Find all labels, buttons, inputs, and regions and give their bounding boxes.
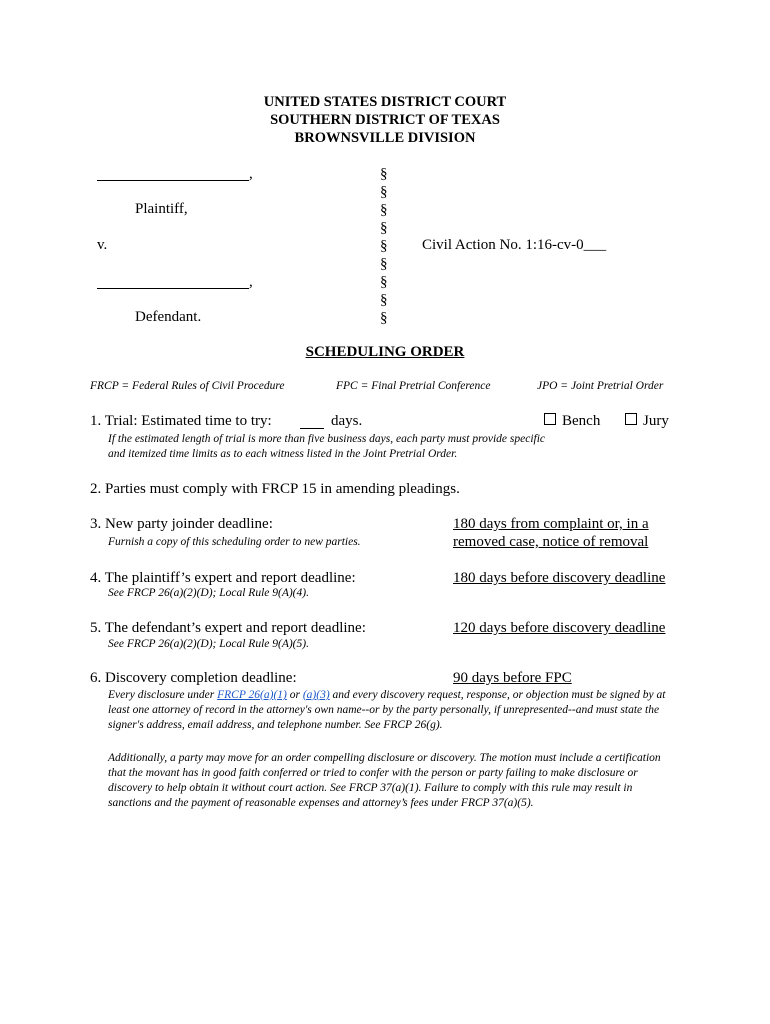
a3-link[interactable]: (a)(3) [302, 689, 330, 701]
disclosure-text-end: and every discovery request, response, or objection must be signed by at least one attorney of record in the attorney's own name--or by the party personally, if unrepresented--and must state the signer's address, email address, and telephone number. See FRCP 26(g). [108, 689, 666, 731]
defendant-name-blank [97, 288, 249, 289]
abbrev-frcp: FRCP = Federal Rules of Civil Procedure [90, 380, 285, 392]
section-symbol: § [380, 256, 388, 272]
division-name: BROWNSVILLE DIVISION [294, 130, 476, 146]
section-symbol: § [380, 184, 388, 200]
joinder-note: Furnish a copy of this scheduling order to new parties. [108, 536, 361, 548]
discovery-deadline: 90 days before FPC [453, 670, 572, 686]
section-symbol: § [380, 292, 388, 308]
bench-option[interactable] [544, 413, 600, 430]
frcp-26a1-link[interactable]: FRCP 26(a)(1) [217, 689, 287, 701]
pleadings-item: 2. Parties must comply with FRCP 15 in amending pleadings. [90, 481, 460, 497]
jury-checkbox[interactable] [625, 413, 637, 425]
discovery-label: 6. Discovery completion deadline: [90, 670, 297, 686]
abbrev-fpc: FPC = Final Pretrial Conference [336, 380, 491, 392]
disclosure-text-start: Every disclosure under [108, 689, 218, 701]
defendant-expert-note: See FRCP 26(a)(2)(D); Local Rule 9(A)(5). [108, 638, 309, 650]
disclosure-paragraph [108, 688, 678, 733]
disclosure-text-or: or [286, 689, 303, 701]
jury-label: Jury [643, 413, 669, 429]
plaintiff-expert-note: See FRCP 26(a)(2)(D); Local Rule 9(A)(4). [108, 587, 309, 599]
defendant-comma: , [249, 274, 253, 290]
trial-label: 1. Trial: Estimated time to try: [90, 413, 272, 429]
plaintiff-expert-deadline: 180 days before discovery deadline [453, 570, 666, 586]
defendant-expert-deadline: 120 days before discovery deadline [453, 620, 666, 636]
court-name: UNITED STATES DISTRICT COURT [263, 94, 507, 110]
section-symbol: § [380, 220, 388, 236]
document-title: SCHEDULING ORDER [305, 344, 465, 360]
section-symbol: § [380, 238, 388, 254]
bench-label: Bench [562, 413, 601, 429]
section-symbol: § [380, 202, 388, 218]
section-symbol: § [380, 310, 388, 326]
trial-days-label: days. [331, 413, 363, 429]
joinder-deadline-line2: removed case, notice of removal [453, 534, 649, 550]
joinder-deadline-line1: 180 days from complaint or, in a [453, 516, 649, 532]
district-name: SOUTHERN DISTRICT OF TEXAS [270, 112, 500, 128]
jury-option[interactable] [625, 413, 669, 430]
bench-checkbox[interactable] [544, 413, 556, 425]
trial-days-blank[interactable] [300, 428, 324, 429]
defendant-expert-label: 5. The defendant’s expert and report deadline: [90, 620, 366, 636]
section-symbol: § [380, 166, 388, 182]
civil-action-number: Civil Action No. 1:16-cv-0___ [422, 237, 607, 253]
plaintiff-comma: , [249, 166, 253, 182]
defendant-label: Defendant. [135, 309, 202, 325]
abbrev-jpo: JPO = Joint Pretrial Order [537, 380, 664, 392]
plaintiff-expert-label: 4. The plaintiff’s expert and report deadline: [90, 570, 356, 586]
versus-label: v. [97, 237, 108, 253]
compel-paragraph: Additionally, a party may move for an order compelling disclosure or discovery. The motion must include a certification that the movant has in good faith conferred or tried to confer with the person or party failing to make disclosure or discovery to help obtain it without court action. See FRCP 37(a)(1). Failure to comply with this rule may result in sanctions and the payment of reasonable expenses and attorney’s fees under FRCP 37(a)(5). [108, 752, 661, 809]
section-symbol: § [380, 274, 388, 290]
plaintiff-label: Plaintiff, [135, 201, 188, 217]
trial-note-line1: If the estimated length of trial is more than five business days, each party must provide specific [108, 433, 546, 445]
joinder-label: 3. New party joinder deadline: [90, 516, 273, 532]
trial-note-line2: and itemized time limits as to each witness listed in the Joint Pretrial Order. [108, 448, 458, 460]
plaintiff-name-blank [97, 180, 249, 181]
